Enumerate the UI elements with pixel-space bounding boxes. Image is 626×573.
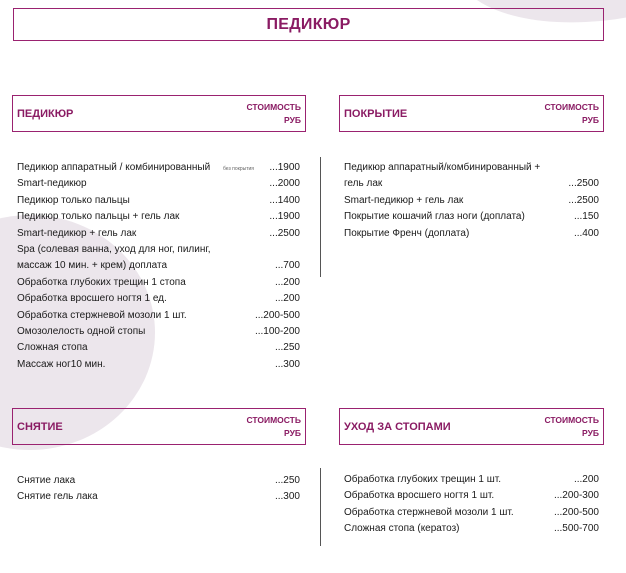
item-note: без покрытия	[223, 166, 255, 172]
section-title-removal: СНЯТИЕ	[17, 420, 63, 433]
page-title: ПЕДИКЮР	[266, 15, 351, 33]
list-item: Обработка глубоких трещин 1 стопа ...200	[17, 276, 300, 288]
column-divider-top	[320, 157, 321, 277]
list-item: Сложная стопа ...250	[17, 342, 300, 354]
list-item: Обработка вросшего ногтя 1 шт. ...200-300	[344, 490, 599, 502]
list-item: массаж 10 мин. + крем) доплата ...700	[17, 260, 300, 272]
cost-label-footcare: СТОИМОСТЬ РУБ	[544, 414, 599, 438]
list-item: Обработка стержневой мозоли 1 шт. ...200-500	[344, 506, 599, 518]
list-item: Обработка вросшего ногтя 1 ед. ...200	[17, 293, 300, 305]
list-item: Spa (солевая ванна, уход для ног, пилинг,	[17, 243, 211, 255]
list-item: Педикюр только пальцы ...1400	[17, 194, 300, 206]
list-item: Покрытие Френч (доплата) ...400	[344, 227, 599, 239]
section-header-coating	[339, 95, 604, 132]
list-item: Smart-педикюр ...2000	[17, 178, 300, 190]
list-item: Обработка глубоких трещин 1 шт. ...200	[344, 474, 599, 485]
price-list-coating	[344, 160, 599, 242]
list-item: Smart-педикюр + гель лак ...2500	[344, 194, 599, 206]
page-title-box	[13, 8, 604, 41]
list-item: Снятие лака ...250	[17, 475, 300, 486]
list-item: Обработка стержневой мозоли 1 шт. ...200-500	[17, 309, 300, 321]
list-item: Массаж ног10 мин. ...300	[17, 358, 300, 370]
column-divider-bottom	[320, 468, 321, 546]
list-item: Педикюр аппаратный/комбинированный +	[344, 162, 541, 173]
list-item: Smart-педикюр + гель лак ...2500	[17, 227, 300, 239]
price-list-pedicure	[17, 160, 300, 373]
cost-label-pedicure: СТОИМОСТЬ РУБ	[246, 101, 301, 125]
section-header-removal	[12, 408, 306, 445]
cost-label-coating: СТОИМОСТЬ РУБ	[544, 101, 599, 125]
price-list-footcare	[344, 472, 599, 538]
price-list-removal	[17, 473, 300, 506]
list-item: Педикюр аппаратный / комбинированный без покрытия ...1900	[17, 160, 300, 176]
section-title-coating: ПОКРЫТИЕ	[344, 107, 408, 120]
section-header-footcare	[339, 408, 604, 445]
section-title-pedicure: ПЕДИКЮР	[17, 107, 74, 120]
section-title-footcare: УХОД ЗА СТОПАМИ	[344, 420, 451, 433]
list-item: гель лак ...2500	[344, 178, 599, 190]
section-header-pedicure	[12, 95, 306, 132]
list-item: Снятие гель лака ...300	[17, 491, 300, 503]
cost-label-removal: СТОИМОСТЬ РУБ	[246, 414, 301, 438]
list-item: Сложная стопа (кератоз) ...500-700	[344, 523, 599, 535]
list-item: Омозолелость одной стопы ...100-200	[17, 325, 300, 337]
list-item: Педикюр только пальцы + гель лак ...1900	[17, 211, 300, 223]
list-item: Покрытие кошачий глаз ноги (доплата) ...150	[344, 211, 599, 223]
